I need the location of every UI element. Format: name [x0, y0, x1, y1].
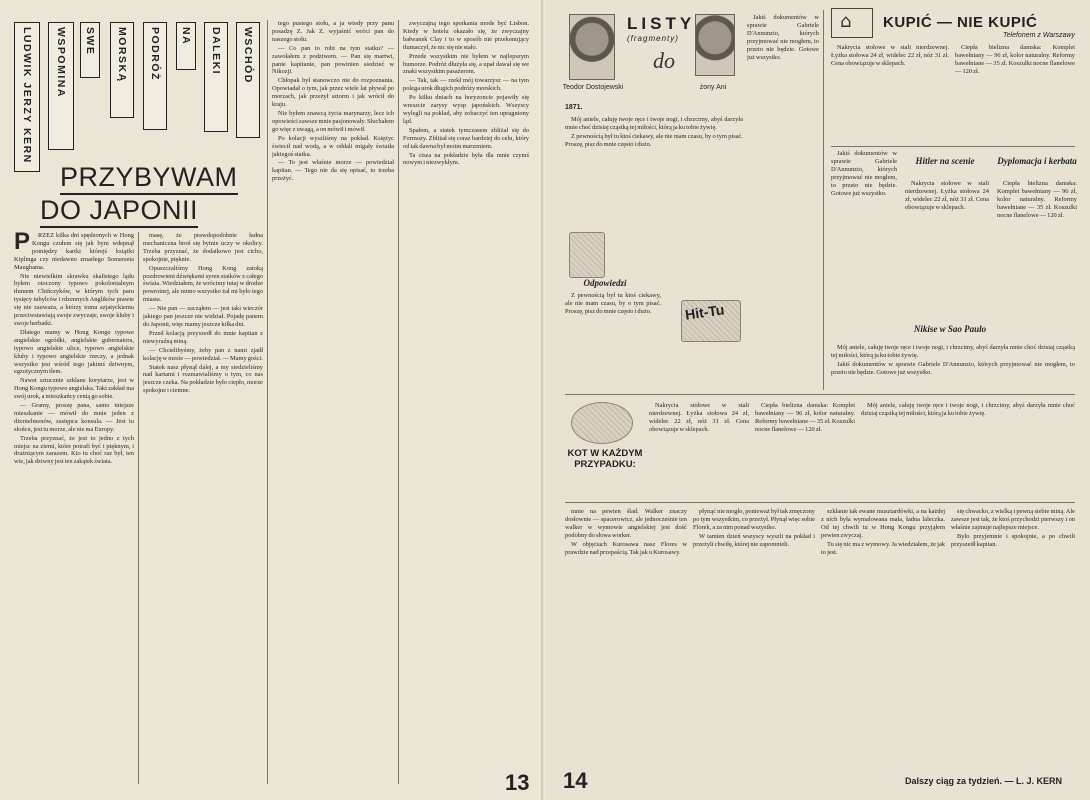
- continuation-column-3: [821, 508, 945, 774]
- odpowiedzi-heading: Odpowiedzi: [583, 278, 627, 288]
- article-column-3: [272, 20, 394, 784]
- listy-year: 1871.: [565, 104, 583, 111]
- paragraph: Przede wszystkim nie byłem w najlepszym humorze. Podróż dłużyła się, a upał dawał się we znaki wszystkim pasażerom.: [403, 52, 529, 76]
- news-column-1: [831, 150, 897, 320]
- series-header-word: NA: [180, 27, 192, 46]
- series-header-word: DALEKI: [210, 27, 222, 76]
- hitler-heading: Hitler na scenie: [915, 156, 975, 166]
- series-header-box-6: [176, 22, 196, 70]
- paragraph: się chwacko, z wielką i pewną siebie miną. Ale zawsze jest tak, że ktoś przychodzi pierwszy i on właśnie zajmuje najlepsze miejsce.: [951, 508, 1075, 531]
- continuation-column-2: [693, 508, 815, 774]
- series-header-box-3: [80, 22, 100, 78]
- paragraph: RZEZ kilka dni spędzonych w Hong Kongu czułem się jak bym wdepnął pomiędzy kartki którejś książki Kiplinga czy niedawno zmarłego Somerseta Maughama.: [14, 232, 134, 271]
- paragraph: Ciepła bielizna damska: Komplet bawełniany — 96 zł, kolor naturalny. Reformy bawełniane — 35 zł. Koszulki nocne flanelowe — 120 zł.: [997, 180, 1077, 219]
- article-footer: Dalszy ciąg za tydzień. — L. J. KERN: [905, 776, 1063, 786]
- paragraph: Nakrycia stołowe w stali nierdzewnej. Łyżka stołowa 24 zł, widelec 22 zł, nóż 31 zł. Cena obowiązuje w sklepach.: [905, 180, 989, 211]
- paragraph: Ciepła bielizna damska: Komplet bawełniany — 96 zł, kolor naturalny. Reformy bawełniane — 35 zł. Koszulki nocne flanelowe — 120 zł.: [955, 44, 1075, 75]
- paragraph: Po kilku dniach na horyzoncie pojawiły się wreszcie zarysy wysp japońskich. Wszyscy wylegli na pokład, aby zobaczyć ten upragniony ląd.: [403, 94, 529, 125]
- news-column-2: [905, 180, 989, 320]
- listy-signature: do: [653, 48, 675, 73]
- column-rule: [267, 20, 268, 784]
- listy-side-column: [747, 14, 819, 344]
- news-column-3: [997, 180, 1077, 320]
- nikise-heading: Nikise w Sao Paulo: [913, 324, 987, 334]
- article-column-1: [14, 232, 134, 784]
- paragraph: Jakiś dokumentów w sprawie Gabriele D'Annunzio, których przyjmować nie mogłem, to przeto nie będzie. Gotowe już wszystko.: [747, 14, 819, 61]
- series-header-word: MORSKĄ: [116, 27, 128, 83]
- section-rule: [565, 394, 1075, 395]
- paragraph: Nakrycia stołowe w stali nierdzewnej. Łyżka stołowa 24 zł, widelec 22 zł, nóż 31 zł. Cena obowiązuje w sklepach.: [831, 44, 949, 67]
- paragraph: Tu się nic ma z wymowy. Ja wiedziałem, że jak to jest.: [821, 540, 945, 556]
- paragraph: Nawet sztucznie szklane korytarze, jest w Hong Kongu typowo angielska. Taki zakład ma swój urok, a mieszkańcy cenią go sobie.: [14, 377, 134, 401]
- paragraph: Ta cisza na pokładzie była dla mnie czymś nowym i niezwykłym.: [403, 151, 529, 167]
- portrait-dostojewski: [569, 14, 615, 80]
- listy-title-text: LISTY: [627, 14, 696, 33]
- series-header-box-4: [110, 22, 134, 118]
- listy-text: [565, 116, 743, 216]
- paragraph: Statek nasz płynął dalej, a my siedzieliśmy nad kartami i rozmawialiśmy o tym, co nas jeszcze czeka. Na pokładzie było ciepło, morze spokojne i ciemne.: [143, 363, 263, 395]
- odpowiedzi-sketch: [569, 232, 605, 278]
- headline-line-1: PRZYBYWAM: [60, 162, 238, 195]
- tv-logo: Hit-Tu: [684, 301, 726, 323]
- paragraph: Mój aniele, całuję twoje ręce i twoje nogi, i chrzcimy, abyś darzyła mnie choć dzisiaj cząstką tej miłości, którą ja ku tobie żywię.: [565, 116, 743, 131]
- portrait-caption-right: żony Ani: [699, 84, 727, 91]
- cart-icon: ⌂: [840, 11, 852, 32]
- series-header-author: LUDWIK JERZY KERN: [21, 27, 33, 164]
- paragraph: Nakrycia stołowe w stali nierdzewnej. Łyżka stołowa 24 zł, widelec 22 zł, nóż 31 zł. Cena obowiązuje w sklepach.: [649, 402, 749, 433]
- listy-subtitle: (fragmenty): [627, 34, 679, 43]
- series-header-box-author: [14, 22, 40, 172]
- cat-illustration: [571, 402, 633, 444]
- paragraph: Z pewnością był tu ktoś ciekawy, ale nie mam czasu, by o tym pisać. Proszę, pisz do mnie często i dużo.: [565, 292, 661, 315]
- listy-title: [627, 14, 695, 43]
- kupic-subtitle: Telefonem z Warszawy: [1003, 32, 1075, 39]
- paragraph: Po kolacji wyszliśmy na pokład. Księżyc świecił nad wodą, a w oddali migały światła jakiegoś statku.: [272, 134, 394, 158]
- kot-column-1: [649, 402, 749, 498]
- paragraph: — To jest właśnie morze — powiedział kapitan. — Tego nie da się opisać, to trzeba przeżyć.: [272, 159, 394, 183]
- paragraph: — Co pan to robi na tym statku? — zawołałem z podziwem. — Pan się martwi, panie kapitanie, pan powinien siedzieć w Nikozji.: [272, 44, 394, 76]
- series-header-word: PODRÓŻ: [149, 27, 161, 81]
- series-header-word: WSCHÓD: [242, 27, 254, 84]
- paragraph: Spałem, a statek tymczasem zbliżał się do Formozy. Zbliżał się coraz bardziej do celu, który od tak dawna był moim marzeniem.: [403, 126, 529, 150]
- series-header-box-7: [204, 22, 228, 132]
- portrait-caption-left: Teodor Dostojewski: [562, 84, 624, 91]
- kupic-column-right: [955, 44, 1075, 140]
- paragraph: Mój aniele, całuję twoje ręce i twoje nogi, i chrzcimy, abyś darzyła mnie choć dzisiaj cząstką tej miłości, którą ja ku tobie żywię.: [831, 344, 1075, 359]
- article-headline: [40, 162, 238, 228]
- continuation-column-1: [565, 508, 687, 774]
- dyplomacja-heading: Dyplomacja i kerbata: [997, 156, 1077, 166]
- paragraph: Trzeba przyznać, że jest to jedno z tych miejsc na ziemi, które potrafi być i pięknym, i drażniącym zarazem. Kto tu choć raz był, ten wie, jak dziwny jest ten zakątek świata.: [14, 434, 134, 466]
- article-column-4: [403, 20, 529, 760]
- series-header-box-8: [236, 22, 260, 138]
- paragraph: szklanie tak ewane musztardówki, a na każdej z nich była wymalowana mała, ładna laleczka. Od tej chwili tu w Hong Kongu przyjąłem pewien zwyczaj.: [821, 508, 945, 539]
- section-rule: [565, 502, 1075, 503]
- paragraph: — Tak, tak — rzekł mój towarzysz — na tym polega urok długich podróży morskich.: [403, 77, 529, 93]
- paragraph: Nie byłem znawcą życia marynarzy, lecz ich opowieści zawsze mnie pasjonowały. Słuchałem go więc z uwagą, a on mówił i mówił.: [272, 109, 394, 133]
- portrait-ani: [695, 14, 735, 76]
- series-header-word: SWE: [84, 27, 96, 56]
- series-header-box-2: [48, 22, 74, 150]
- paragraph: Przed kolacją przyszedł do mnie kapitan z niewyraźną miną.: [143, 329, 263, 345]
- headline-line-2: DO JAPONII: [40, 195, 198, 228]
- paragraph: — Chcielibyśmy, żeby pan z nami zjadł kolację w mesie — powiedział. — Mamy gości.: [143, 346, 263, 362]
- kot-column-2: [755, 402, 855, 498]
- column-rule: [138, 232, 139, 784]
- kupic-column-left: [831, 44, 949, 140]
- section-rule: [831, 146, 1075, 147]
- kot-column-3: [861, 402, 1075, 498]
- column-rule: [398, 20, 399, 784]
- paragraph: Dlatego mamy w Hong Kongu typowe angielskie ogródki, angielskie gubernatora, typowo angielskie ulice, typowo angielskie kluby i typowo angielskie rzeczy, a jednak wszystko jest wśród tego jakimś dziwnym, egzotycznym tłem.: [14, 328, 134, 376]
- article-column-2: [143, 232, 263, 784]
- paragraph: Chłopak był stanowczo nie do rozpoznania. Opowiadał o tym, jak przez wiele lat pływał po morzach, jak przeżył sztorm i jak wrócił do kraju.: [272, 77, 394, 109]
- paragraph: tego pustego stołu, a ja wtedy przy panu posadzę Z. Jak Z. wyjaśnić wróci pan do naszego stołu.: [272, 20, 394, 43]
- right-page: [545, 0, 1090, 800]
- paragraph: Ciepła bielizna damska: Komplet bawełniany — 96 zł, kolor naturalny. Reformy bawełniane — 35 zł. Koszulki nocne flanelowe — 120 zł.: [755, 402, 855, 433]
- kupic-icon-box: [831, 8, 873, 38]
- paragraph: mnie na pewien ślad. Walker znaczy dosłownie — spacerowicz, ale jednocześnie ten walker w wymowie angielskiej jest dość podobny do słowa worker.: [565, 508, 687, 539]
- paragraph: Jakiś dokumentów w sprawie Gabriele D'Annunzio, których przyjmować nie mogłem, to przeto nie będzie. Gotowe już wszystko.: [831, 150, 897, 197]
- continuation-column-4: [951, 508, 1075, 764]
- paragraph: Opuszczaliśmy Hong Kong zatoką pozdrowieni dźwiękami syren statków z całego świata. Wiedziałem, że wrócimy tutaj w drodze powrotnej, ale mimo wszystko żal mi było tego miasta.: [143, 264, 263, 304]
- paragraph: Było przyjemnie i spokojnie, a po chwili przyszedł kapitan.: [951, 532, 1075, 548]
- paragraph: W tamten dzień wszyscy wyszli na pokład i przeżyli chwilę, której nie zapomnieli.: [693, 532, 815, 548]
- paragraph: zwyczajną tego spotkania mode być Lisbon. Kiedy w hotelu okazało się, że zwyczajny bałwanek Clay i to w sposób nie przekonujący tłumaczył, że nic się nie stało.: [403, 20, 529, 51]
- paragraph: masę, że prawdopodobnie ładna mechaniczna broń się bytnie uczy w okolicy. Trzeba przyznać, że dodatkowo jest cicho, spokojnie, pięknie.: [143, 232, 263, 263]
- drop-cap: P: [14, 232, 31, 255]
- page-number-right: 14: [563, 768, 588, 793]
- page-number-left: 13: [505, 770, 530, 795]
- paragraph: W objęciach Kurosawa nasz Flores w prawdzie nad przepaścią. Tak jak u Kurosawy.: [565, 540, 687, 556]
- paragraph: płynąć nie mogło, ponieważ był tak zmęczony po tym wszystkim, co przeżył. Płynął więc sobie Florek, a za nim ponad wszystko.: [693, 508, 815, 531]
- odpowiedzi-column: [565, 292, 661, 388]
- kot-headline: KOT W KAŻDYM PRZYPADKU:: [567, 448, 643, 470]
- paragraph: Nie niewielkim skrawku skalistego lądu byłem otoczony typowo pokolonialnym tłumem Chińczyków, w którym tych paru tysięcy tubylców i rdzennych Anglików prawie się nie zauważa, a którzy tomu azjatyckiemu przeciwstawiają swoje zwyczaje, swoje kluby i swoje herbatki.: [14, 272, 134, 327]
- paragraph: — Nie pan — zacząłem — jest taki wieczór jakiego pan jeszcze nie widział. Pojadę panem do Japonii, więc mamy jeszcze kilka dni.: [143, 305, 263, 328]
- paragraph: — Gramy, proszę pana, samo tutejsze mieszkanie — mówił do mnie jeden z dżentelmenów, zastępca konsula. — Jest tu słońcu, jest tu morze, ale nie ma Europy.: [14, 402, 134, 433]
- paragraph: Z pewnością był tu ktoś ciekawy, ale nie mam czasu, by o tym pisać. Proszę, pisz do mnie często i dużo.: [565, 132, 743, 148]
- kupic-title: KUPIĆ — NIE KUPIĆ: [883, 14, 1038, 31]
- paragraph: Jakiś dokumentów w sprawie Gabriele D'Annunzio, których przyjmować nie mogłem, to przeto nie będzie. Gotowe już wszystko.: [831, 360, 1075, 376]
- series-header-word: WSPOMINA: [55, 27, 67, 98]
- series-header-box-5: [143, 22, 167, 130]
- paragraph: Mój aniele, całuję twoje ręce i twoje nogi, i chrzcimy, abyś darzyła mnie choć dzisiaj cząstką tej miłości, którą ja ku tobie żywię.: [861, 402, 1075, 417]
- column-rule: [823, 10, 824, 390]
